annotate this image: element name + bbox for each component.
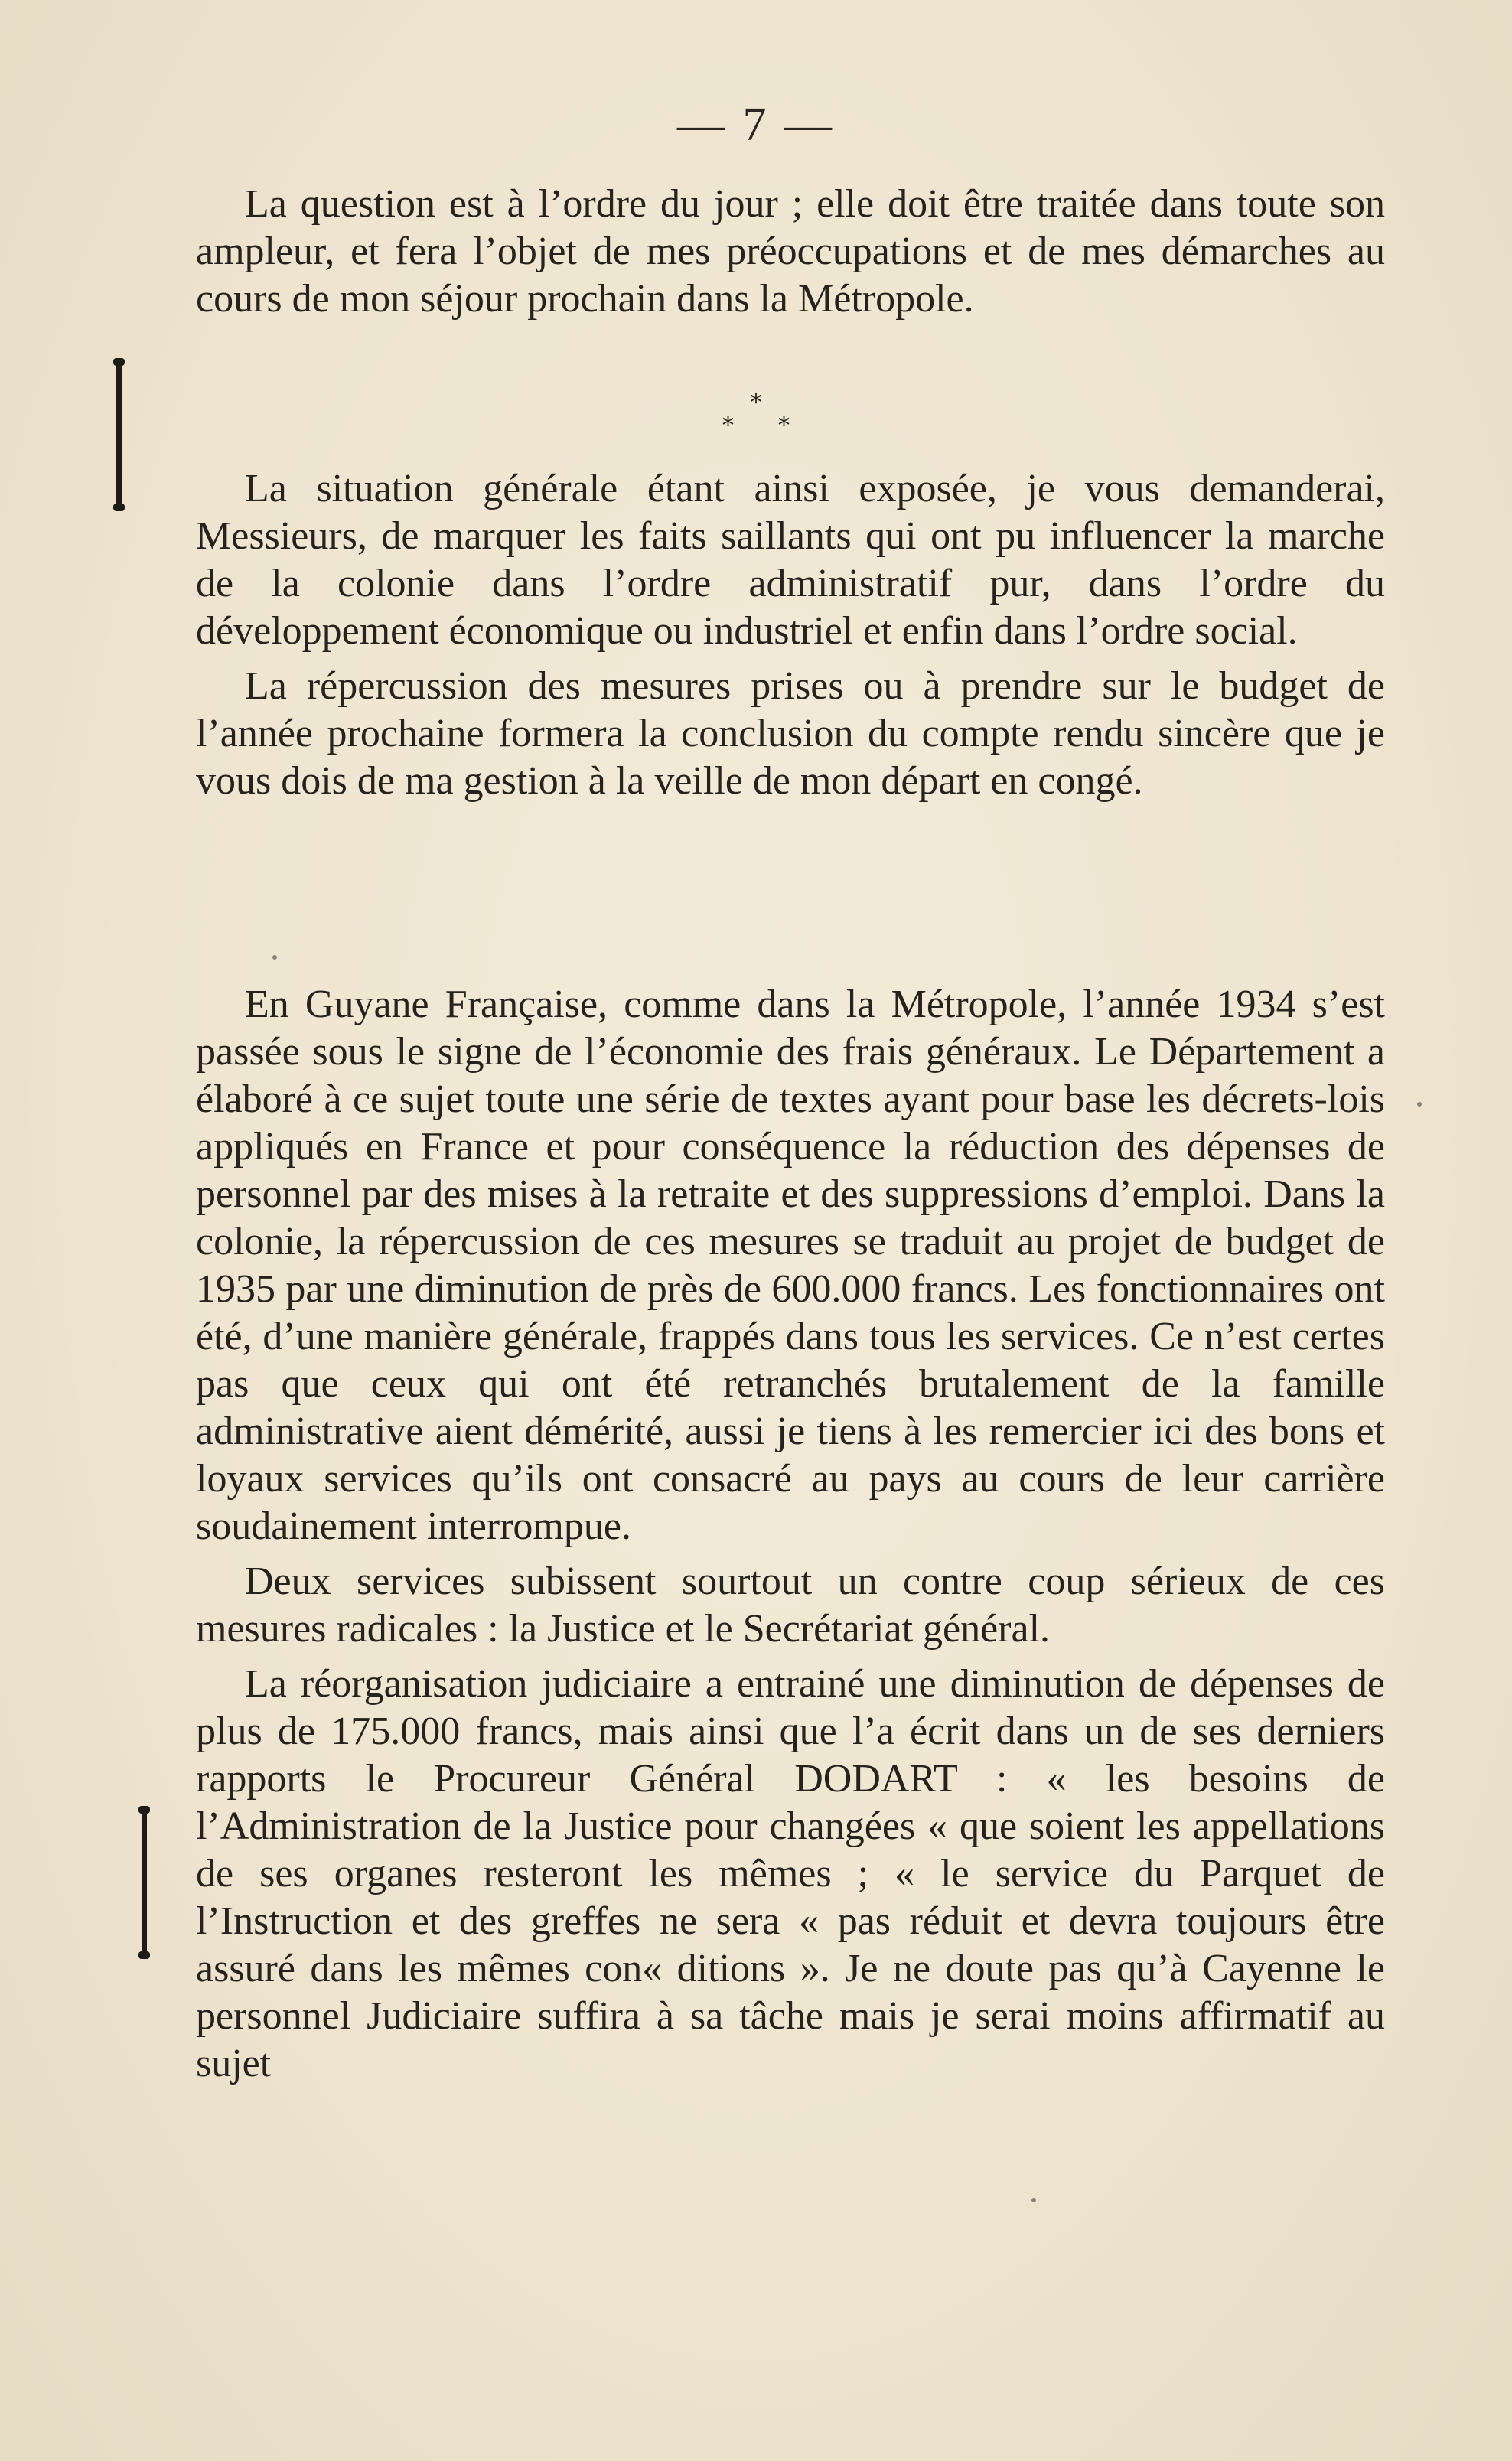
paragraph-repercussion: La répercussion des mesures prises ou à prendre sur le budget de l’année prochaine formera la conclusion du compte rendu sincère que je vous dois de ma gestion à la veille de mon départ en congé. xyxy=(196,664,1385,803)
margin-mark-upper xyxy=(116,358,122,511)
ink-speck xyxy=(272,955,277,960)
text-block-guyane xyxy=(196,981,1385,2088)
paragraph-situation-generale: La situation générale étant ainsi exposée, je vous demanderai, Messieurs, de marquer les faits saillants qui ont pu influencer la marche de la colonie dans l’ordre administratif pur, dans l’ordre du développement économique ou industriel et enfin dans l’ordre social. xyxy=(196,467,1385,653)
section-separator xyxy=(0,392,1512,438)
page-number: — 7 — xyxy=(677,99,835,151)
paragraph-guyane-economie: En Guyane Française, comme dans la Métropole, l’année 1934 s’est passée sous le signe de l’économie des frais généraux. Le Département a élaboré à ce sujet toute une série de textes ayant pour base les décrets-lois appliqués en France et pour conséquence la réduction des dépenses de personnel par des mises à la retraite et des suppressions d’emploi. Dans la colonie, la répercussion de ces mesures se traduit au projet de budget de 1935 par une diminution de près de 600.000 francs. Les fonctionnaires ont été, d’une manière générale, frappés dans tous les services. Ce n’est certes pas que ceux qui ont été retranchés brutalement de la famille administrative aient démérité, aussi je tiens à les remercier ici des bons et loyaux services qu’ils ont consacré au pays au cours de leur carrière soudainement interrompue. xyxy=(196,983,1385,1548)
text-block-situation xyxy=(196,465,1385,805)
margin-mark-lower xyxy=(142,1806,147,1959)
paragraph-ordre-du-jour: La question est à l’ordre du jour ; elle doit être traitée dans toute son ampleur, et fera l’objet de mes préoccupations et de mes démarches au cours de mon séjour prochain dans la Métropole. xyxy=(196,182,1385,321)
text-block-intro xyxy=(196,181,1385,323)
paragraph-deux-services: Deux services subissent sourtout un contre coup sérieux de ces mesures radicales : la Justice et le Secrétariat général. xyxy=(196,1560,1385,1651)
ink-speck xyxy=(1031,2198,1036,2202)
separator-stars-bottom: ** xyxy=(722,412,834,439)
paragraph-reorganisation-judiciaire: La réorganisation judiciaire a entrainé une diminution de dépenses de plus de 175.000 francs, mais ainsi que l’a écrit dans un de ses derniers rapports le Procureur Général DODART : « les besoins de l’Administration de la Justice pour changées « que soient les appellations de ses organes resteront les mêmes ; « le service du Parquet de l’Instruction et des greffes ne sera « pas réduit et devra toujours être assuré dans les mêmes con« ditions ». Je ne doute pas qu’à Cayenne le personnel Judiciaire suffira à sa tâche mais je serai moins affirmatif au sujet xyxy=(196,1662,1385,2085)
separator-star-top: * xyxy=(750,390,762,416)
ink-speck xyxy=(1417,1102,1422,1107)
